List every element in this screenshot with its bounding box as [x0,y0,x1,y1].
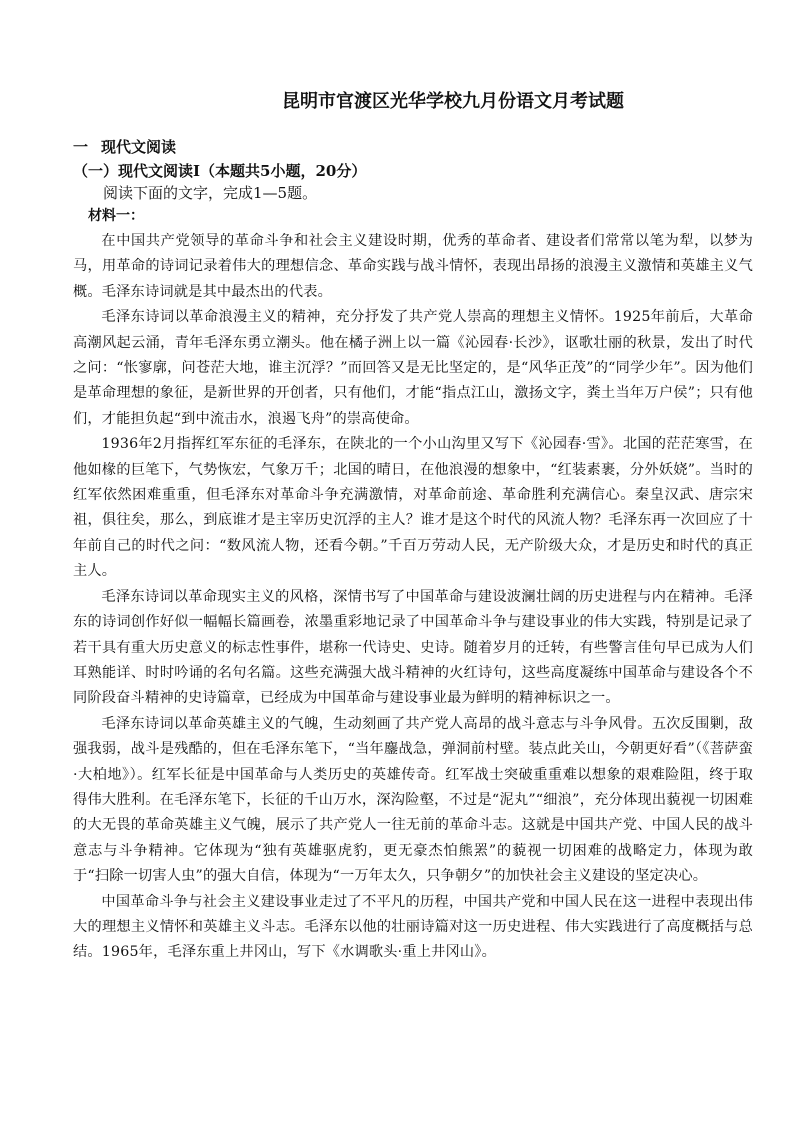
paragraph: 在中国共产党领导的革命斗争和社会主义建设时期，优秀的革命者、建设者们常常以笔为犁，以梦为马，用革命的诗词记录着伟大的理想信念、革命实践与战斗情怀，表现出昂扬的浪漫主义激情和英雄主义气概。毛泽东诗词就是其中最杰出的代表。 [73,233,753,300]
paragraph: 毛泽东诗词以革命浪漫主义的精神，充分抒发了共产党人崇高的理想主义情怀。1925年前后，大革命高潮风起云涌，青年毛泽东勇立潮头。他在橘子洲上以一篇《沁园春·长沙》，讴歌壮丽的秋景，发出了时代之问：“怅寥廓，问苍茫大地，谁主沉浮？”而回答又是无比坚定的，是“风华正茂”的“同学少年”。因为他们是革命理想的象征，是新世界的开创者，只有他们，才能“指点江山，激扬文字，粪土当年万户侯”；只有他们，才能担负起“到中流击水，浪遏飞舟”的崇高使命。 [73,309,753,427]
document-page [73,90,753,966]
paragraph: 毛泽东诗词以革命英雄主义的气魄，生动刻画了共产党人高昂的战斗意志与斗争风骨。五次反围剿，敌强我弱，战斗是残酷的，但在毛泽东笔下，“当年鏖战急，弹洞前村壁。装点此关山，今朝更好看”（《菩萨蛮·大柏地》）。红军长征是中国革命与人类历史的英雄传奇。红军战士突破重重难以想象的艰难险阻，终于取得伟大胜利。在毛泽东笔下，长征的千山万水，深沟险壑，不过是“泥丸”“细浪”，充分体现出藐视一切困难的大无畏的革命英雄主义气魄，展示了共产党人一往无前的革命斗志。这就是中国共产党、中国人民的战斗意志与斗争精神。它体现为“独有英雄驱虎豹，更无豪杰怕熊罴”的藐视一切困难的战略定力，体现为敢于“扫除一切害人虫”的强大自信，体现为“一万年太久，只争朝夕”的加快社会主义建设的坚定决心。 [73,715,753,885]
paragraph: 毛泽东诗词以革命现实主义的风格，深情书写了中国革命与建设波澜壮阔的历史进程与内在精神。毛泽东的诗词创作好似一幅幅长篇画卷，浓墨重彩地记录了中国革命斗争与建设事业的伟大实践，特别是记录了若干具有重大历史意义的标志性事件，堪称一代诗史、史诗。随着岁月的迁转，有些警言佳句早已成为人们耳熟能详、时时吟诵的名句名篇。这些充满强大战斗精神的火红诗句，这些高度凝练中国革命与建设各个不同阶段奋斗精神的史诗篇章，已经成为中国革命与建设事业最为鲜明的精神标识之一。 [73,588,753,707]
subsection-heading: （一）现代文阅读Ⅰ（本题共5小题，20分） [73,162,367,180]
material-label: 材料一： [88,208,144,224]
paragraph: 中国革命斗争与社会主义建设事业走过了不平凡的历程，中国共产党和中国人民在这一进程中表现出伟大的理想主义情怀和英雄主义斗志。毛泽东以他的壮丽诗篇对这一历史进程、伟大实践进行了高度概括与总结。1965年，毛泽东重上井冈山，写下《水调歌头·重上井冈山》。 [73,893,753,961]
reading-instruction: 阅读下面的文字，完成1—5题。 [103,184,318,202]
document-title: 昆明市官渡区光华学校九月份语文月考试题 [282,91,624,112]
section-label: 现代文阅读 [101,138,177,156]
section-number: 一 [73,138,89,156]
paragraph: 1936年2月指挥红军东征的毛泽东，在陕北的一个小山沟里又写下《沁园春·雪》。北国的茫茫寒雪，在他如椽的巨笔下，气势恢宏，气象万千；北国的晴日，在他浪漫的想象中，“红装素裹，分外妖娆”。当时的红军依然困难重重，但毛泽东对革命斗争充满激情，对革命前途、革命胜利充满信心。秦皇汉武、唐宗宋祖，俱往矣，那么，到底谁才是主宰历史沉浮的主人？谁才是这个时代的风流人物？毛泽东再一次回应了十年前自己的时代之问：“数风流人物，还看今朝。”千百万劳动人民，无产阶级大众，才是历史和时代的真正主人。 [73,436,753,580]
section-heading [73,136,753,158]
